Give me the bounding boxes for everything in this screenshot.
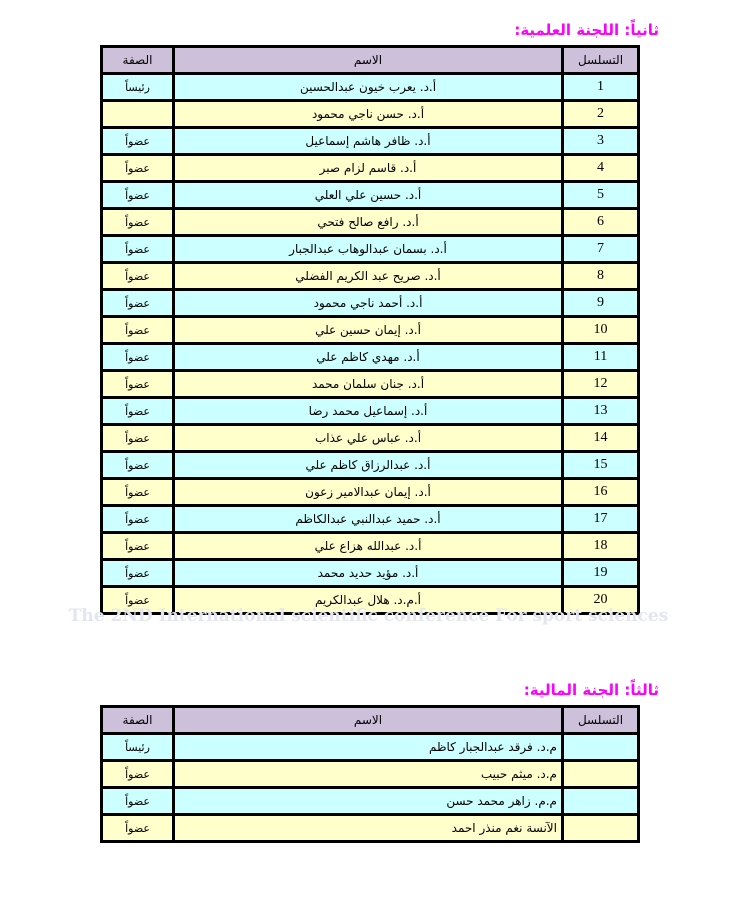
seq-cell: 16 (563, 479, 638, 505)
table-row (102, 290, 638, 316)
name-cell: أ.د. قاسم لزام صبر (174, 155, 562, 181)
table-row (102, 263, 638, 289)
role-cell: رئيساً (102, 74, 173, 100)
header-seq: التسلسل (563, 707, 638, 733)
name-cell: أ.د. أحمد ناجي محمود (174, 290, 562, 316)
name-cell: أ.د. جنان سلمان محمد (174, 371, 562, 397)
role-cell: عضواً (102, 317, 173, 343)
seq-cell: 5 (563, 182, 638, 208)
role-cell: عضواً (102, 371, 173, 397)
scientific-committee-title: ثانياً: اللجنة العلمية: (514, 21, 659, 39)
role-cell: عضواً (102, 425, 173, 451)
name-cell: أ.د. مهدي كاظم علي (174, 344, 562, 370)
seq-cell: 14 (563, 425, 638, 451)
header-name: الاسم (174, 47, 562, 73)
role-cell: عضواً (102, 587, 173, 613)
seq-cell: 8 (563, 263, 638, 289)
role-cell: عضواً (102, 182, 173, 208)
table-row (102, 506, 638, 532)
header-role: الصفة (102, 47, 173, 73)
role-cell: عضواً (102, 560, 173, 586)
table-row (102, 479, 638, 505)
header-role: الصفة (102, 707, 173, 733)
name-cell: الآنسة نغم منذر احمد (174, 815, 562, 841)
seq-cell: 12 (563, 371, 638, 397)
name-cell: أ.د. حسين علي العلي (174, 182, 562, 208)
scientific-committee-table (100, 45, 640, 615)
seq-cell: 20 (563, 587, 638, 613)
table-header-row (102, 707, 638, 733)
seq-cell: 15 (563, 452, 638, 478)
watermark: The 2ND International scientific conference For sport sciences (68, 606, 669, 626)
seq-cell: 3 (563, 128, 638, 154)
table-row (102, 425, 638, 451)
table-row (102, 788, 638, 814)
name-cell: أ.د. صريح عبد الكريم الفضلي (174, 263, 562, 289)
role-cell: عضواً (102, 209, 173, 235)
name-cell: أ.د. عبدالرزاق كاظم علي (174, 452, 562, 478)
table-row (102, 317, 638, 343)
role-cell: عضواً (102, 815, 173, 841)
name-cell: م.د. فرقد عبدالجبار كاظم (174, 734, 562, 760)
name-cell: أ.د. بسمان عبدالوهاب عبدالجبار (174, 236, 562, 262)
name-cell: أ.د. حميد عبدالنبي عبدالكاظم (174, 506, 562, 532)
table-row (102, 815, 638, 841)
table-row (102, 101, 638, 127)
seq-cell: 1 (563, 74, 638, 100)
seq-cell: 10 (563, 317, 638, 343)
seq-cell: 13 (563, 398, 638, 424)
table-row (102, 452, 638, 478)
table-row (102, 761, 638, 787)
seq-cell: 2 (563, 101, 638, 127)
name-cell: أ.د. ظافر هاشم إسماعيل (174, 128, 562, 154)
seq-cell: 4 (563, 155, 638, 181)
table-row (102, 128, 638, 154)
role-cell: عضواً (102, 788, 173, 814)
role-cell: عضواً (102, 128, 173, 154)
header-name: الاسم (174, 707, 562, 733)
role-cell: عضواً (102, 263, 173, 289)
seq-cell (563, 815, 638, 841)
name-cell: أ.د. عباس علي عذاب (174, 425, 562, 451)
table-row (102, 74, 638, 100)
name-cell: أ.د. إيمان عبدالامير زعون (174, 479, 562, 505)
name-cell: أ.د. إيمان حسين علي (174, 317, 562, 343)
name-cell: م.م. زاهر محمد حسن (174, 788, 562, 814)
name-cell: أ.د. عبدالله هزاع علي (174, 533, 562, 559)
seq-cell (563, 761, 638, 787)
name-cell: أ.م.د. هلال عبدالكريم (174, 587, 562, 613)
role-cell: عضواً (102, 533, 173, 559)
table-row (102, 344, 638, 370)
table-header-row (102, 47, 638, 73)
name-cell: أ.د. رافع صالح فتحي (174, 209, 562, 235)
table-row (102, 182, 638, 208)
name-cell: أ.د. يعرب خيون عبدالحسين (174, 74, 562, 100)
name-cell: أ.د. حسن ناجي محمود (174, 101, 562, 127)
role-cell: عضواً (102, 290, 173, 316)
table-row (102, 533, 638, 559)
role-cell: عضواً (102, 398, 173, 424)
seq-cell: 6 (563, 209, 638, 235)
seq-cell: 17 (563, 506, 638, 532)
table-row (102, 209, 638, 235)
role-cell: عضواً (102, 761, 173, 787)
role-cell: عضواً (102, 155, 173, 181)
seq-cell (563, 734, 638, 760)
seq-cell: 19 (563, 560, 638, 586)
seq-cell (563, 788, 638, 814)
role-cell: عضواً (102, 479, 173, 505)
seq-cell: 9 (563, 290, 638, 316)
table-row (102, 398, 638, 424)
table-row (102, 734, 638, 760)
name-cell: م.د. ميثم حبيب (174, 761, 562, 787)
role-cell: عضواً (102, 236, 173, 262)
financial-committee-title: ثالثاً: الجنة المالية: (523, 681, 659, 699)
role-cell: عضواً (102, 452, 173, 478)
name-cell: أ.د. مؤيد حديد محمد (174, 560, 562, 586)
seq-cell: 18 (563, 533, 638, 559)
table-row (102, 560, 638, 586)
table-row (102, 236, 638, 262)
role-cell (102, 101, 173, 127)
name-cell: أ.د. إسماعيل محمد رضا (174, 398, 562, 424)
table-row (102, 371, 638, 397)
header-seq: التسلسل (563, 47, 638, 73)
role-cell: رئيساً (102, 734, 173, 760)
role-cell: عضواً (102, 344, 173, 370)
role-cell: عضواً (102, 506, 173, 532)
seq-cell: 7 (563, 236, 638, 262)
seq-cell: 11 (563, 344, 638, 370)
table-row (102, 155, 638, 181)
financial-committee-table (100, 705, 640, 843)
